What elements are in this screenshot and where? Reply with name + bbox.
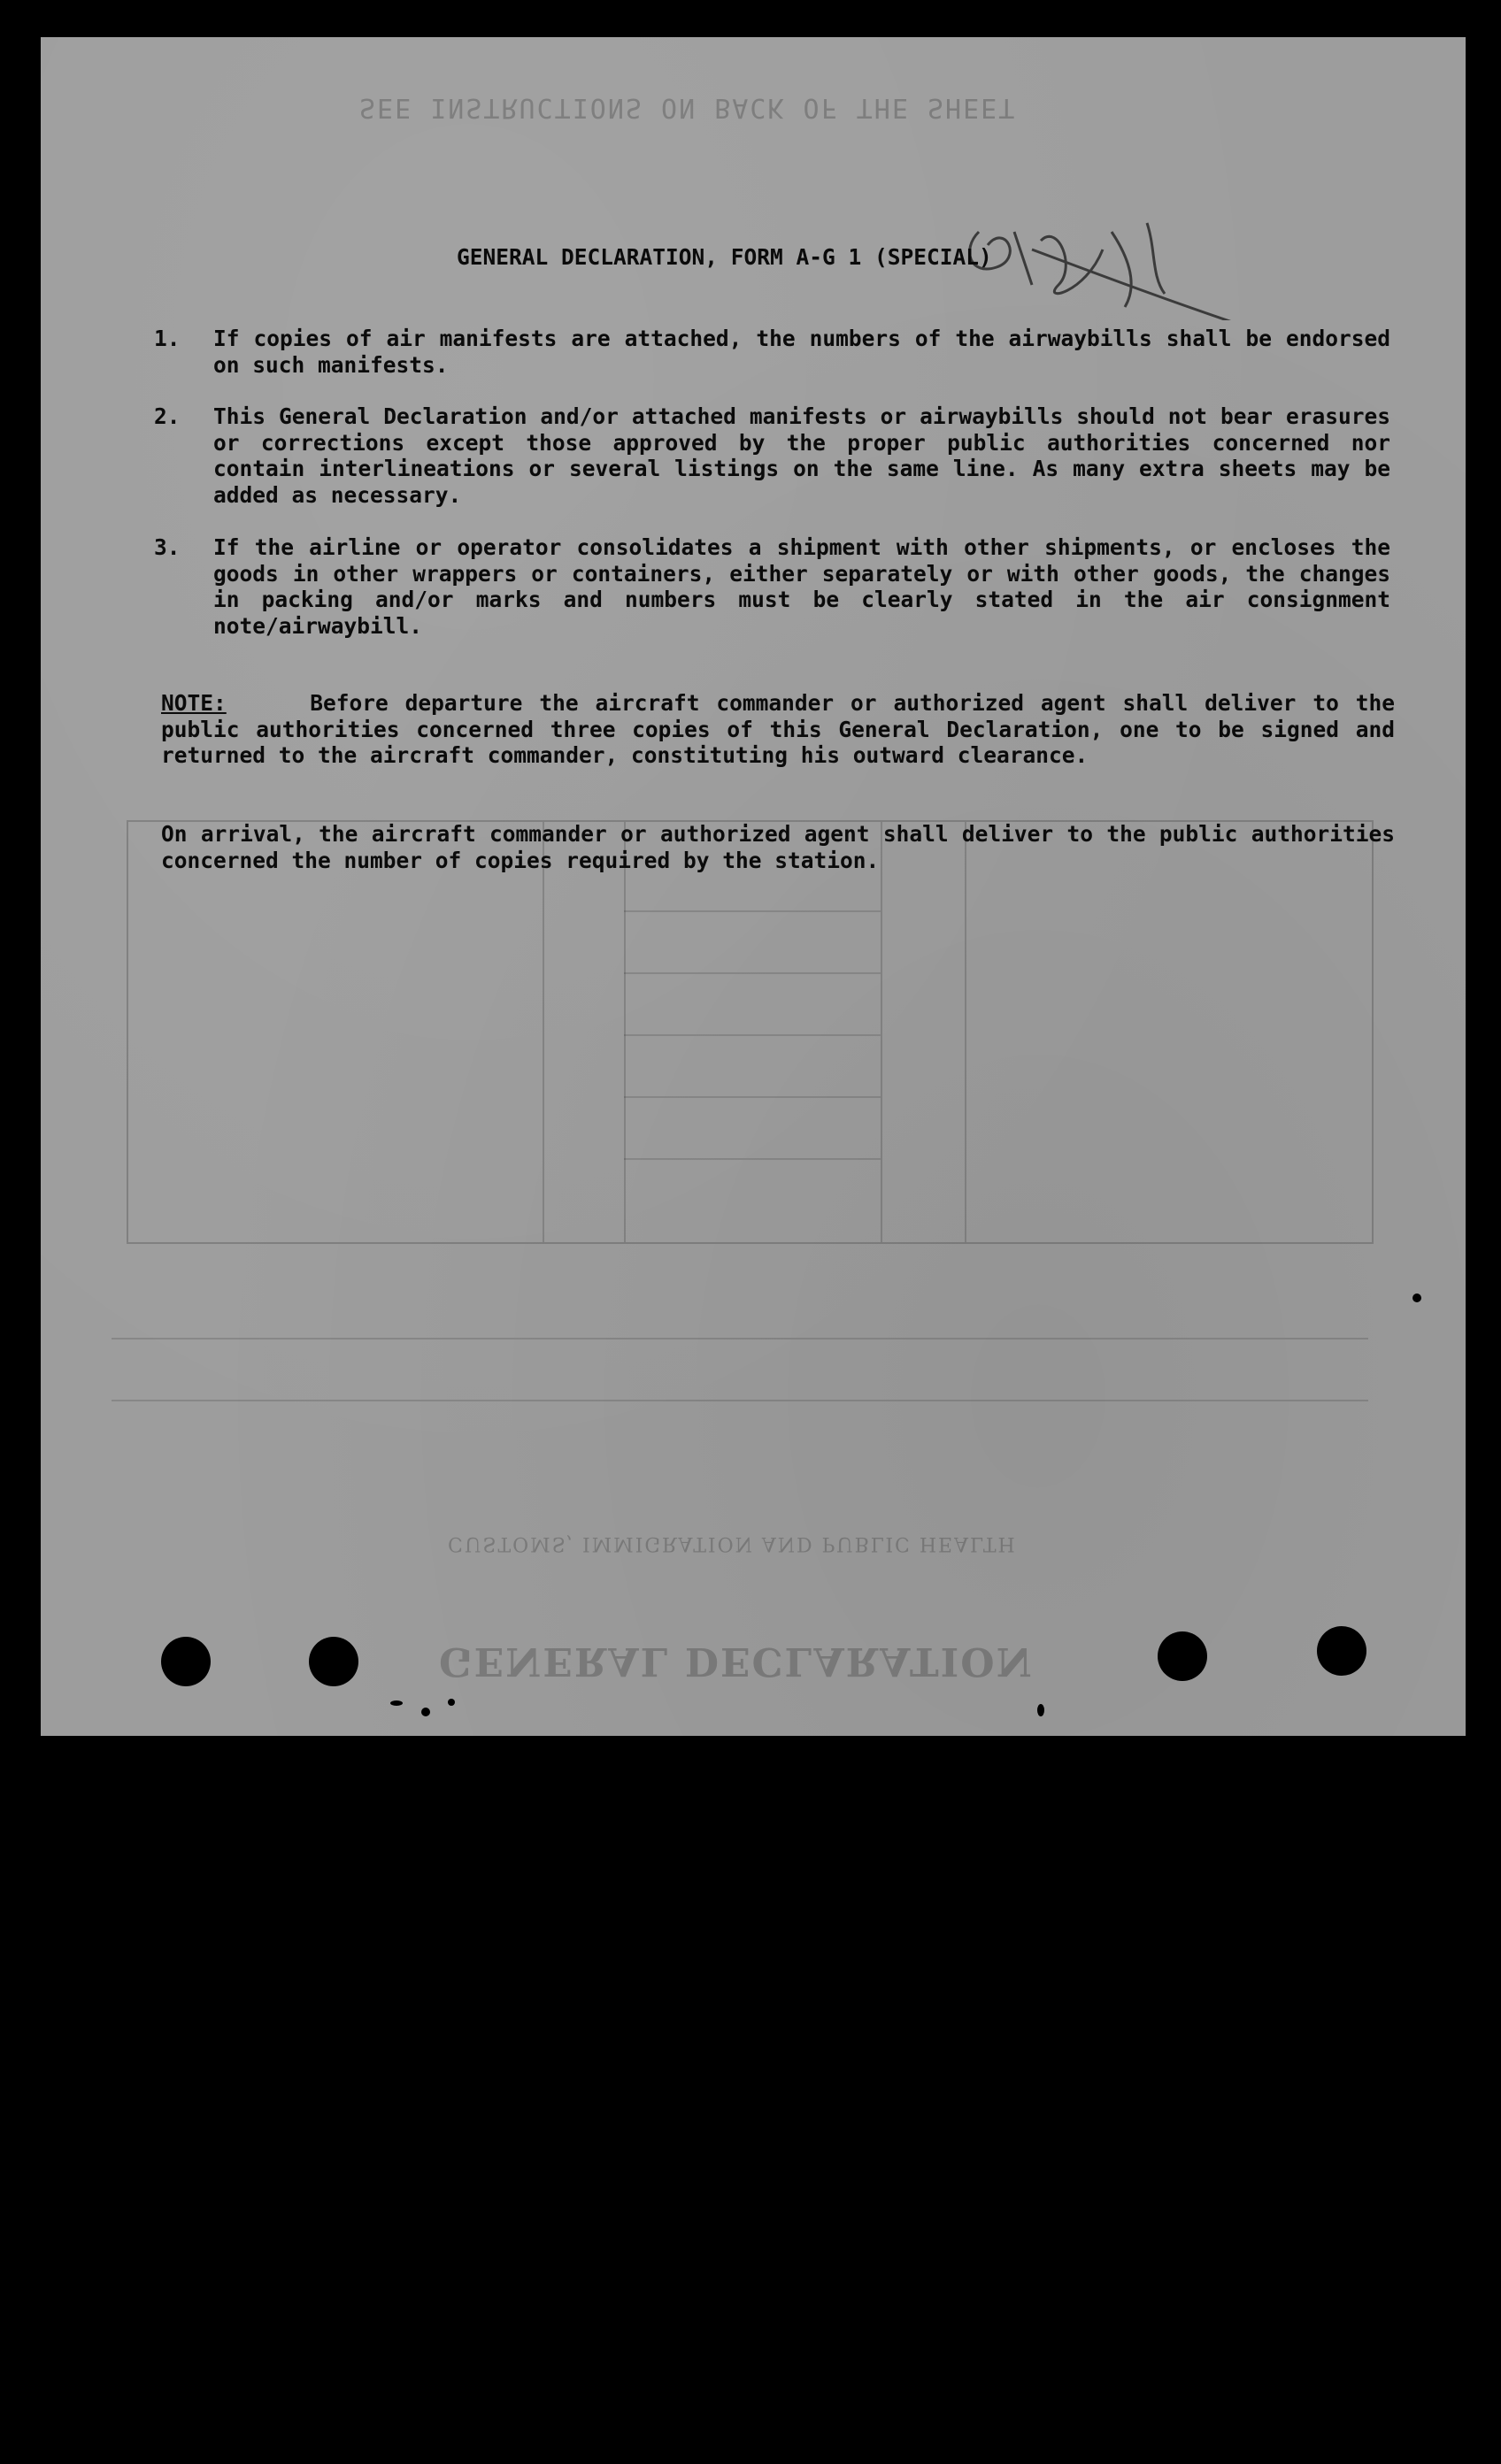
speck [448,1699,455,1706]
bleed-through-line [112,1400,1368,1401]
punch-hole [1317,1626,1366,1676]
list-item-number: 3. [154,534,181,560]
document-page [41,37,1466,1736]
punch-hole [161,1637,211,1686]
list-item-text: If copies of air manifests are attached, the numbers of the airwaybills shall be endorsed on such manifests. [213,326,1390,378]
page-title: GENERAL DECLARATION, FORM A-G 1 (SPECIAL) [457,244,992,270]
bleed-through-line [112,1338,1368,1339]
list-item-number: 1. [154,326,181,351]
list-item-text: This General Declaration and/or attached manifests or airwaybills should not bear erasures or corrections except those approved by the proper public authorities concerned nor contain interlineations or several listings on the same line. As many extra sheets may be added as necessary. [213,403,1390,508]
speck [390,1700,403,1706]
list-item-number: 2. [154,403,181,429]
note-text: Before departure the aircraft commander or authorized agent shall deliver to the public authorities concerned three copies of this General Declaration, one to be signed and returned to the aircraft commander, constituting his outward clearance. [161,690,1395,768]
speck [421,1708,430,1716]
punch-hole [309,1637,358,1686]
bleed-through-text: CUSTOMS, IMMIGRATION AND PUBLIC HEALTH [448,1532,1017,1554]
bleed-through-table [127,820,1374,1244]
speck [1412,1293,1421,1302]
punch-hole [1158,1631,1207,1681]
speck [1037,1704,1044,1716]
note-label: NOTE: [161,690,227,716]
bleed-through-text: GENERAL DECLARATION [439,1639,1034,1684]
arrival-paragraph: On arrival, the aircraft commander or authorized agent shall deliver to the public authorities concerned the number of copies required by the station. [161,821,1395,873]
note-paragraph [161,690,1395,769]
bleed-through-text: SEE INSTRUCTIONS ON BACK OF THE SHEET [359,92,1017,123]
list-item-text: If the airline or operator consolidates a shipment with other shipments, or encloses the goods in other wrappers or containers, either separately or with other goods, the changes in packing and/or marks and numbers must be clearly stated in the air consignment note/airwaybill. [213,534,1390,639]
